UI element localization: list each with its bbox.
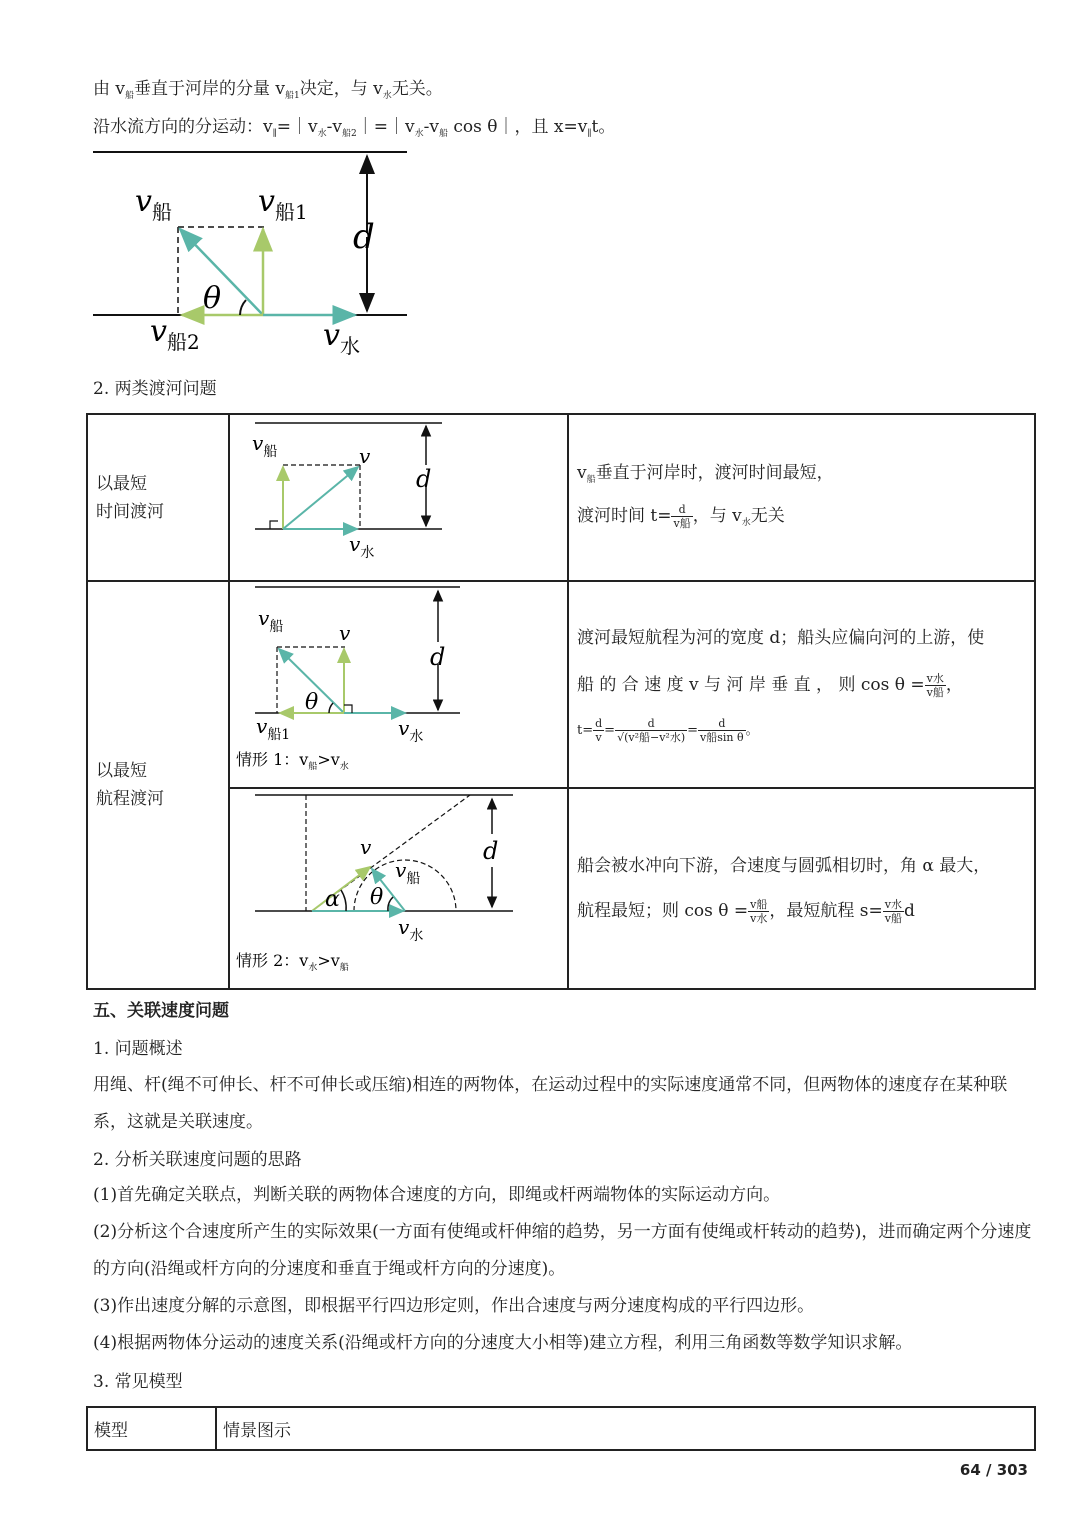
velocity-decomposition-diagram [90, 145, 420, 370]
v-water-label: $v_水$ [323, 318, 360, 358]
svg-text:v: v [359, 444, 371, 468]
svg-text:v船: $v_船$ [395, 858, 421, 887]
case-1-diagram [230, 582, 567, 782]
section-5-title: 五、关联速度问题 [93, 1001, 229, 1021]
svg-text:θ: θ [305, 690, 319, 715]
svg-text:d: d [416, 465, 432, 493]
list-item: (1)首先确定关联点，判断关联的两物体合速度的方向，即绳或杆两端物体的实际运动方向。 [93, 1185, 781, 1205]
svg-text:情形 2：v水>v船: 情形 2：$v_水>v_船$ [236, 951, 349, 973]
section-5-2-list [93, 1177, 1033, 1362]
desc-cell-case-2: 船会被水冲向下游，合速度与圆弧相切时，角 α 最大， 航程最短；则 cos θ = $\frac{\text{v船}}{\text{v水}}$ ，最短航程 s= $\frac{\text{v水}}{\text{v船}}$ d [568, 788, 1035, 989]
table-row [87, 1407, 1035, 1450]
v-arrow [312, 867, 370, 911]
svg-text:v水: $v_水$ [398, 716, 424, 745]
scene-header: 情景图示 [216, 1407, 1035, 1450]
v-arrow [283, 467, 358, 529]
v-boat1-label: $v_{船1}$ [258, 184, 308, 224]
table-row [87, 414, 1035, 581]
svg-text:d: d [483, 837, 499, 865]
svg-text:v水: $v_水$ [349, 532, 375, 561]
svg-text:v: v [360, 835, 372, 859]
svg-text:情形 1：v船>v水: 情形 1：$v_船>v_水$ [236, 750, 349, 772]
theta-arc [240, 300, 246, 315]
section-5-1-text: 用绳、杆(绳不可伸长、杆不可伸长或压缩)相连的两物体，在运动过程中的实际速度通常不同，但两物体的速度存在某种联系，这就是关联速度。 [93, 1075, 1008, 1132]
table-row [87, 581, 1035, 788]
list-item: (2)分析这个合速度所产生的实际效果(一方面有使绳或杆伸缩的趋势，另一方面有使绳或杆转动的趋势)，进而确定两个分速度的方向(沿绳或杆方向的分速度和垂直于绳或杆方向的分速度)。 [93, 1222, 1032, 1279]
model-header: 模型 [87, 1407, 216, 1450]
svg-text:v船: $v_船$ [252, 431, 278, 460]
v-boat2-label: $v_{船2}$ [150, 314, 200, 354]
desc-cell-case-1: 渡河最短航程为河的宽度 d；船头应偏向河的上游，使 船 的 合 速 度 v 与 河 岸 垂 直 ， 则 cos θ = $\frac{\text{v水}}{\text{v船}}$ ， t= $\frac{d}{v}$ = $\frac{d}{\text{√(v²船−v²水)}}$ = $\frac{d}{\text{v船sin θ}}$ 。 [568, 581, 1035, 788]
section-2-title: 2. 两类渡河问题 [93, 379, 217, 399]
case-2-diagram [230, 789, 567, 983]
v-boat-arrow [180, 229, 263, 315]
page-number: 64 / 303 [959, 1461, 1028, 1479]
intro-line-2: 沿水流方向的分运动：$v_\parallel=|v_水-v_{船2}|=|v_水-v_船$ cos θ｜，且 $x=v_\parallel t$。 [93, 117, 616, 139]
svg-text:v船: $v_船$ [258, 606, 284, 635]
theta-label: θ [203, 281, 222, 316]
intro-line-1: 由 $v_船$垂直于河岸的分量 $v_{船1}$决定，与 $v_水$无关。 [93, 79, 443, 101]
section-5-2-title: 2. 分析关联速度问题的思路 [93, 1150, 302, 1170]
row-label-shortest-path: 以最短 航程渡河 [87, 581, 229, 989]
svg-text:v: v [339, 621, 351, 645]
desc-cell-shortest-time: $v_船$垂直于河岸时，渡河时间最短， 渡河时间 t= $\frac{d}{\text{v船}}$ ，与 $v_水$无关 [568, 414, 1035, 581]
v-boat-label: $v_船$ [135, 184, 172, 224]
list-item: (3)作出速度分解的示意图，即根据平行四边形定则，作出合速度与两分速度构成的平行四边形。 [93, 1296, 815, 1316]
river-crossing-table [86, 413, 1036, 990]
table-row [87, 788, 1035, 989]
svg-text:v船1: $v_{船1}$ [256, 714, 291, 743]
svg-text:θ: θ [370, 885, 384, 910]
section-5-3-title: 3. 常见模型 [93, 1372, 183, 1392]
svg-text:v水: $v_水$ [398, 915, 424, 944]
diagram-cell-shortest-time [229, 414, 568, 581]
row-label-shortest-time: 以最短 时间渡河 [87, 414, 229, 581]
model-table [86, 1406, 1036, 1451]
shortest-time-diagram [230, 415, 567, 575]
svg-text:d: d [430, 643, 446, 671]
section-5-1-title: 1. 问题概述 [93, 1039, 183, 1059]
d-label: d [353, 217, 375, 257]
diagram-cell-case-1 [229, 581, 568, 788]
list-item: (4)根据两物体分运动的速度关系(沿绳或杆方向的分速度大小相等)建立方程，利用三角函数等数学知识求解。 [93, 1333, 913, 1353]
diagram-cell-case-2 [229, 788, 568, 989]
svg-text:α: α [325, 887, 340, 912]
